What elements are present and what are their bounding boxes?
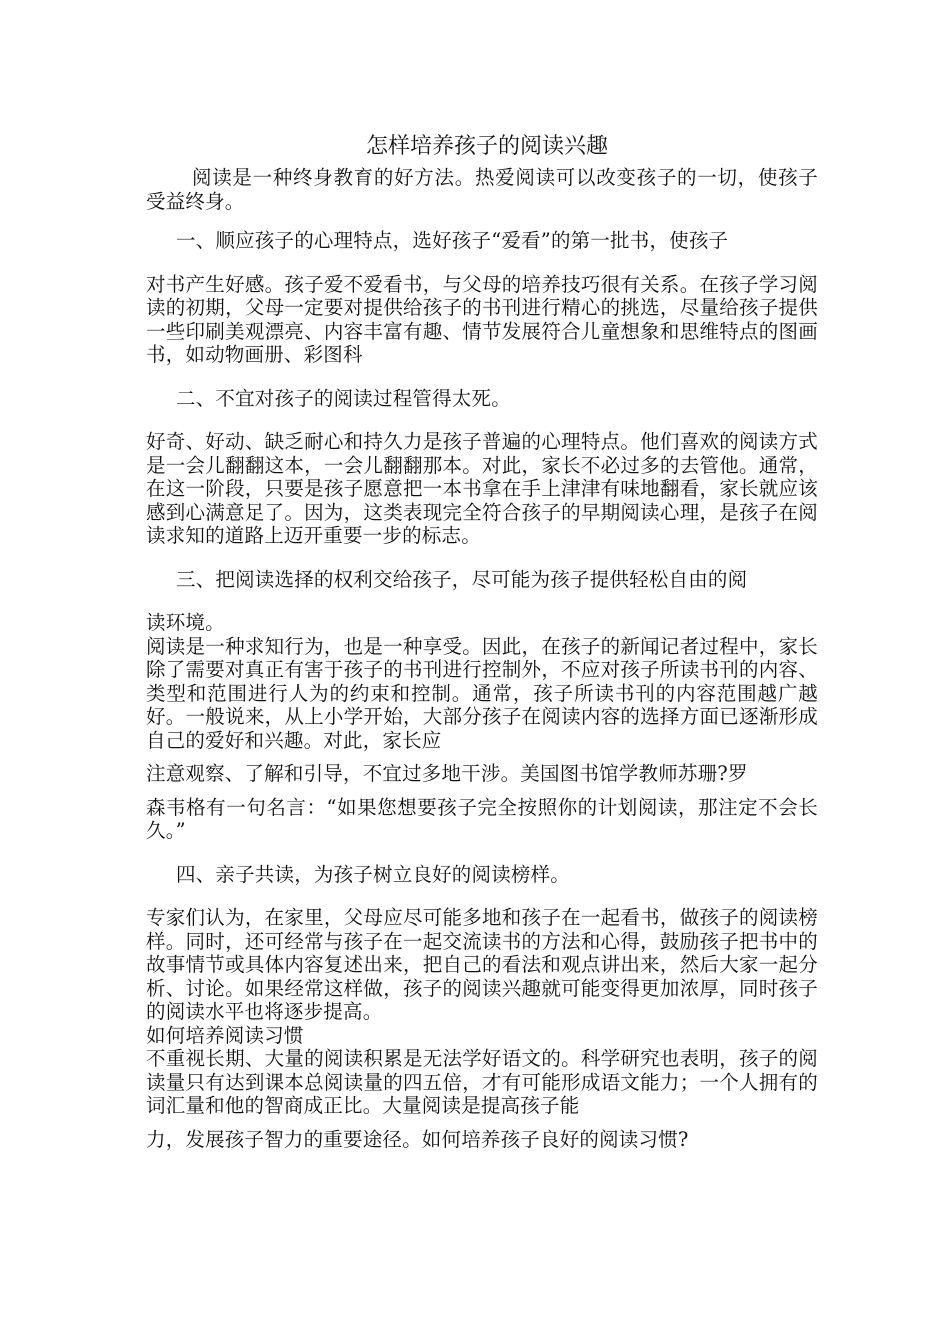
section3-heading-continued: 读环境。	[146, 611, 225, 634]
section3-body-b: 注意观察、了解和引导，不宜过多地干涉。美国图书馆学教师苏珊?罗	[146, 762, 748, 785]
section3-heading: 三、把阅读选择的权利交给孩子，尽可能为孩子提供轻松自由的阅	[176, 567, 748, 591]
document-body	[146, 130, 818, 1151]
section4-heading: 四、亲子共读，为孩子树立良好的阅读榜样。	[176, 862, 571, 886]
section3-body-c: 森韦格有一句名言：“如果您想要孩子完全按照你的计划阅读，那注定不会长久。”	[146, 795, 818, 842]
section1-body: 对书产生好感。孩子爱不爱看书，与父母的培养技巧很有关系。在孩子学习阅读的初期，父母一定要对提供给孩子的书刊进行精心的挑选，尽量给孩子提供一些印刷美观漂亮、内容丰富有趣、情节发展符合儿童想象和思维特点的图画书，如动物画册、彩图科	[146, 272, 818, 366]
intro-paragraph: 阅读是一种终身教育的好方法。热爱阅读可以改变孩子的一切，使孩子受益终身。	[146, 166, 818, 213]
section4-body: 专家们认为，在家里，父母应尽可能多地和孩子在一起看书，做孩子的阅读榜样。同时，还可经常与孩子在一起交流读书的方法和心得，鼓励孩子把书中的故事情节或具体内容复述出来，把自己的看法和观点讲出来，然后大家一起分析、讨论。如果经常这样做，孩子的阅读兴趣就可能变得更加浓厚，同时孩子的阅读水平也将逐步提高。	[146, 906, 818, 1023]
section2-body: 好奇、好动、缺乏耐心和持久力是孩子普遍的心理特点。他们喜欢的阅读方式是一会儿翻翻这本，一会儿翻翻那本。对此，家长不必过多的去管他。通常，在这一阶段，只要是孩子愿意把一本书拿在手上津津有味地翻看，家长就应该感到心满意足了。因为，这类表现完全符合孩子的早期阅读心理，是孩子在阅读求知的道路上迈开重要一步的标志。	[146, 430, 818, 547]
section2-heading: 二、不宜对孩子的阅读过程管得太死。	[176, 386, 511, 410]
section5-heading: 如何培养阅读习惯	[146, 1023, 304, 1047]
section3-body-a: 阅读是一种求知行为，也是一种享受。因此，在孩子的新闻记者过程中，家长除了需要对真正有害于孩子的书刊进行控制外，不应对孩子所读书刊的内容、类型和范围进行人为的约束和控制。通常，孩子所读书刊的内容范围越广越好。一般说来，从上小学开始，大部分孩子在阅读内容的选择方面已逐渐形成自己的爱好和兴趣。对此，家长应	[146, 634, 818, 752]
document-title: 怎样培养孩子的阅读兴趣	[365, 134, 608, 159]
section5-body-a: 不重视长期、大量的阅读积累是无法学好语文的。科学研究也表明，孩子的阅读量只有达到课本总阅读量的四五倍，才有可能形成语文能力；一个人拥有的词汇量和他的智商成正比。大量阅读是提高孩子能	[146, 1047, 818, 1117]
section1-heading: 一、顺应孩子的心理特点，选好孩子“爱看”的第一批书，使孩子	[176, 229, 729, 252]
section5-body-b: 力，发展孩子智力的重要途径。如何培养孩子良好的阅读习惯?	[146, 1127, 689, 1151]
